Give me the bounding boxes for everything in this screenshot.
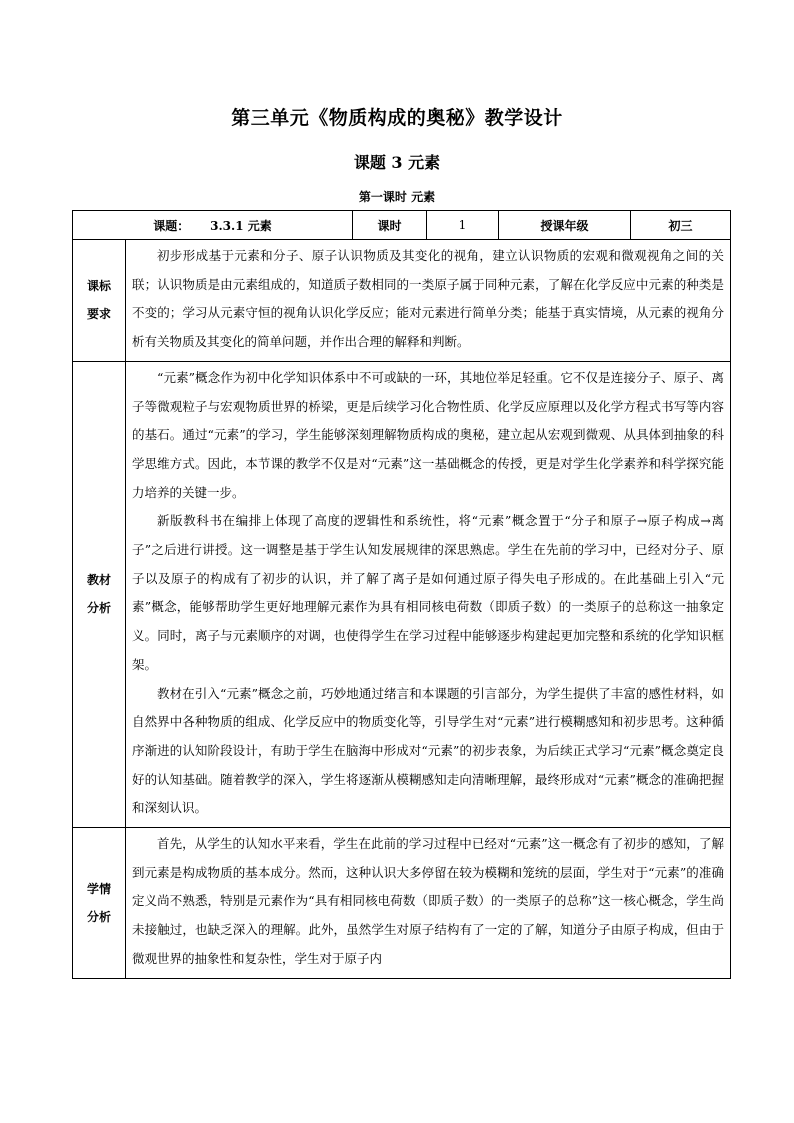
- textbook-analysis-row: [73, 361, 731, 827]
- row-label-line: 课标: [86, 279, 111, 294]
- period-heading: 第一课时 元素: [358, 190, 436, 204]
- row-label-line: 要求: [86, 307, 111, 322]
- lesson-plan-table: [72, 210, 731, 979]
- row-content: [126, 240, 731, 362]
- grade-label: 授课年级: [499, 211, 631, 240]
- row-label: [73, 361, 126, 827]
- topic-label: 课题：: [153, 218, 190, 233]
- row-content: [126, 828, 731, 979]
- period-label: 课时: [353, 211, 427, 240]
- curriculum-row: [73, 240, 731, 362]
- row-content: [126, 361, 731, 827]
- grade-value: 初三: [631, 211, 731, 240]
- paragraph: 教材在引入“元素”概念之前，巧妙地通过绪言和本课题的引言部分，为学生提供了丰富的感性材料，如自然界中各种物质的组成、化学反应中的物质变化等，引导学生对“元素”进行模糊感知和初步思考。这种循序渐进的认知阶段设计，有助于学生在脑海中形成对“元素”的初步表象，为后续正式学习“元素”概念奠定良好的认知基础。随着教学的深入，学生将逐渐从模糊感知走向清晰理解，最终形成对“元素”概念的准确把握和深刻认识。: [132, 685, 724, 816]
- topic-cell: [73, 211, 353, 240]
- period-value: 1: [427, 211, 499, 240]
- row-label: [73, 240, 126, 362]
- row-label-line: 学情: [86, 881, 111, 896]
- paragraph: 新版教科书在编排上体现了高度的逻辑性和系统性，将“元素”概念置于“分子和原子→原子构成→离子”之后进行讲授。这一调整是基于学生认知发展规律的深思熟虑。学生在先前的学习中，已经对分子、原子以及原子的构成有了初步的认识，并了解了离子是如何通过原子得失电子形成的。在此基础上引入“元素”概念，能够帮助学生更好地理解元素作为具有相同核电荷数（即质子数）的一类原子的总称这一抽象定义。同时，离子与元素顺序的对调，也使得学生在学习过程中能够逐步构建起更加完整和系统的化学知识框架。: [132, 513, 724, 672]
- paragraph: 初步形成基于元素和分子、原子认识物质及其变化的视角，建立认识物质的宏观和微观视角之间的关联；认识物质是由元素组成的，知道质子数相同的一类原子属于同种元素，了解在化学反应中元素的种类是不变的；学习从元素守恒的视角认识化学反应；能对元素进行简单分类；能基于真实情境，从元素的视角分析有关物质及其变化的简单问题，并作出合理的解释和判断。: [132, 248, 724, 350]
- row-label: [73, 828, 126, 979]
- paragraph: 首先，从学生的认知水平来看，学生在此前的学习过程中已经对“元素”这一概念有了初步的感知，了解到元素是构成物质的基本成分。然而，这种认识大多停留在较为模糊和笼统的层面，学生对于“元素”的准确定义尚不熟悉，特别是元素作为“具有相同核电荷数（即质子数）的一类原子的总称”这一核心概念，学生尚未接触过，也缺乏深入的理解。此外，虽然学生对原子结构有了一定的了解，知道分子由原子构成，但由于微观世界的抽象性和复杂性，学生对于原子内: [132, 836, 724, 966]
- lesson-subtitle: 课题 3 元素: [353, 153, 441, 172]
- row-label-line: 分析: [86, 601, 111, 616]
- row-label-line: 教材: [86, 573, 111, 588]
- header-row: [73, 211, 731, 240]
- document-title: 第三单元《物质构成的奥秘》教学设计: [231, 107, 563, 129]
- student-analysis-row: [73, 828, 731, 979]
- paragraph: “元素”概念作为初中化学知识体系中不可或缺的一环，其地位举足轻重。它不仅是连接分子、原子、离子等微观粒子与宏观物质世界的桥梁，更是后续学习化合物性质、化学反应原理以及化学方程式书写等内容的基石。通过“元素”的学习，学生能够深刻理解物质构成的奥秘，建立起从宏观到微观、从具体到抽象的科学思维方式。因此，本节课的教学不仅是对“元素”这一基础概念的传授，更是对学生化学素养和科学探究能力培养的关键一步。: [132, 369, 724, 500]
- row-label-line: 分析: [86, 909, 111, 924]
- topic-value: 3.3.1 元素: [210, 218, 272, 233]
